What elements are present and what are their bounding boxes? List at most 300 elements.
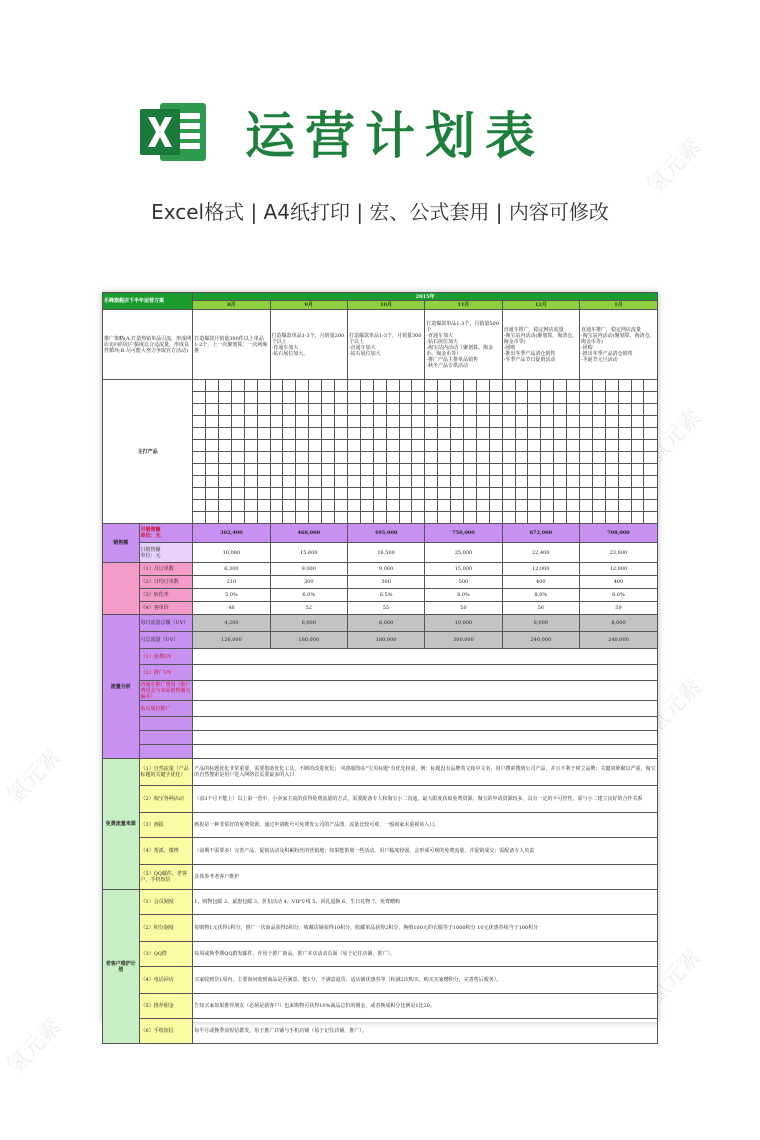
metric-value: 12,000 — [579, 563, 657, 576]
product-cell — [244, 380, 257, 392]
monthly-uv-value: 180,000 — [347, 632, 424, 649]
product-cell — [592, 404, 605, 416]
product-cell — [541, 416, 554, 428]
product-cell — [476, 476, 489, 488]
product-cell — [463, 512, 476, 524]
product-cell — [206, 452, 219, 464]
product-cell — [592, 428, 605, 440]
product-cell — [528, 512, 541, 524]
metric-value: 210 — [193, 576, 270, 589]
product-cell — [206, 416, 219, 428]
product-cell — [567, 392, 580, 404]
crm-item-label: （2）积分制度 — [139, 915, 193, 942]
product-cell — [605, 392, 618, 404]
product-cell — [257, 392, 270, 404]
product-cell — [231, 428, 244, 440]
product-cell — [270, 392, 283, 404]
product-cell — [322, 416, 335, 428]
product-cell — [579, 452, 592, 464]
sales-target-value: 495,000 — [347, 524, 424, 543]
product-cell — [206, 500, 219, 512]
product-cell — [193, 404, 206, 416]
month-header: 12月 — [502, 301, 579, 310]
product-cell — [631, 512, 644, 524]
product-cell — [618, 500, 631, 512]
crm-item-text: 每半月或换季前短信群发，用于推广店铺与手机店铺（易于记住店铺，推广）。 — [193, 1019, 658, 1044]
product-cell — [335, 476, 348, 488]
product-cell — [489, 452, 502, 464]
product-cell — [322, 512, 335, 524]
sales-daily-value: 23,600 — [579, 543, 657, 563]
product-cell — [347, 392, 360, 404]
product-cell — [193, 416, 206, 428]
product-cell — [386, 428, 399, 440]
product-cell — [476, 500, 489, 512]
product-cell — [360, 500, 373, 512]
product-cell — [257, 464, 270, 476]
product-cell — [335, 440, 348, 452]
sales-daily-value: 25,000 — [425, 543, 502, 563]
product-cell — [463, 428, 476, 440]
product-cell — [244, 392, 257, 404]
empty-cell — [193, 649, 658, 665]
product-cell — [283, 464, 296, 476]
main-product-grid — [103, 380, 658, 524]
product-cell — [270, 428, 283, 440]
product-cell — [554, 380, 567, 392]
product-cell — [399, 512, 412, 524]
product-cell — [502, 512, 515, 524]
product-cell — [335, 392, 348, 404]
product-cell — [360, 428, 373, 440]
product-cell — [502, 488, 515, 500]
product-cell — [528, 440, 541, 452]
sales-daily-value: 22,400 — [502, 543, 579, 563]
product-cell — [270, 380, 283, 392]
product-cell — [502, 416, 515, 428]
product-cell — [592, 392, 605, 404]
product-cell — [360, 452, 373, 464]
product-cell — [515, 380, 528, 392]
product-cell — [425, 512, 438, 524]
free-source-label: （4）帮派，微博 — [139, 838, 193, 865]
traffic-item: 直通车推广费用（推广费用会与实际销售额有偏差） — [139, 681, 193, 701]
product-cell — [554, 392, 567, 404]
product-cell — [502, 452, 515, 464]
sales-target-label: 月销售额 单位：元 — [139, 524, 193, 543]
product-cell — [451, 404, 464, 416]
product-cell — [257, 440, 270, 452]
traffic-item: （2）推广UV — [139, 665, 193, 681]
product-cell — [605, 428, 618, 440]
product-cell — [257, 380, 270, 392]
product-cell — [360, 488, 373, 500]
product-cell — [489, 416, 502, 428]
product-cell — [206, 464, 219, 476]
product-cell — [631, 476, 644, 488]
product-cell — [322, 500, 335, 512]
product-cell — [554, 500, 567, 512]
product-cell — [451, 452, 464, 464]
product-cell — [502, 476, 515, 488]
metric-value: 9,000 — [270, 563, 347, 576]
metrics-rows — [103, 563, 658, 615]
product-cell — [296, 392, 309, 404]
product-cell — [567, 476, 580, 488]
product-cell — [451, 440, 464, 452]
product-cell — [438, 440, 451, 452]
product-cell — [579, 404, 592, 416]
product-cell — [283, 380, 296, 392]
product-cell — [270, 416, 283, 428]
metric-value: 15,000 — [425, 563, 502, 576]
empty-cell — [193, 665, 658, 681]
product-cell — [231, 416, 244, 428]
product-cell — [489, 500, 502, 512]
product-cell — [219, 392, 232, 404]
product-cell — [631, 404, 644, 416]
product-cell — [425, 464, 438, 476]
excel-logo-icon — [138, 95, 212, 169]
product-cell — [618, 440, 631, 452]
monthly-uv-value: 126,000 — [193, 632, 270, 649]
product-cell — [309, 404, 322, 416]
product-cell — [463, 464, 476, 476]
empty-cell — [193, 731, 658, 745]
product-cell — [644, 428, 658, 440]
product-cell — [554, 452, 567, 464]
metric-value: 59 — [579, 602, 657, 615]
crm-item-label: （6）手机短信 — [139, 1019, 193, 1044]
product-cell — [347, 488, 360, 500]
product-cell — [554, 488, 567, 500]
product-cell — [592, 464, 605, 476]
product-cell — [373, 500, 386, 512]
product-cell — [373, 392, 386, 404]
monthly-uv-value: 180,000 — [270, 632, 347, 649]
daily-uv-value: 10,000 — [425, 615, 502, 632]
metric-value: 400 — [502, 576, 579, 589]
product-cell — [438, 416, 451, 428]
product-cell — [219, 440, 232, 452]
product-cell — [528, 488, 541, 500]
product-cell — [425, 500, 438, 512]
product-cell — [335, 464, 348, 476]
product-cell — [541, 392, 554, 404]
product-cell — [541, 476, 554, 488]
metric-label: （3）转化率 — [139, 589, 193, 602]
product-cell — [618, 428, 631, 440]
metric-value: 6,300 — [193, 563, 270, 576]
product-cell — [399, 500, 412, 512]
crm-item-label: （1）会员制度 — [139, 890, 193, 915]
product-cell — [257, 404, 270, 416]
product-cell — [347, 452, 360, 464]
sales-label: 销售额 — [103, 524, 140, 563]
product-cell — [579, 380, 592, 392]
product-cell — [438, 380, 451, 392]
product-cell — [476, 452, 489, 464]
product-cell — [579, 428, 592, 440]
product-cell — [283, 404, 296, 416]
watermark: 氢元素 — [2, 1014, 67, 1080]
product-cell — [244, 452, 257, 464]
product-cell — [309, 416, 322, 428]
product-cell — [554, 404, 567, 416]
metric-value: 300 — [347, 576, 424, 589]
product-cell — [347, 380, 360, 392]
product-cell — [347, 500, 360, 512]
product-cell — [528, 416, 541, 428]
product-cell — [386, 392, 399, 404]
product-cell — [451, 488, 464, 500]
crm-item-label: （4）电话回访 — [139, 967, 193, 994]
product-cell — [567, 452, 580, 464]
product-cell — [244, 488, 257, 500]
spreadsheet-preview — [102, 292, 658, 1034]
product-cell — [541, 452, 554, 464]
product-cell — [347, 464, 360, 476]
crm-item-label: （5）推荐佣金 — [139, 994, 193, 1019]
product-cell — [322, 488, 335, 500]
metric-value: 9,000 — [347, 563, 424, 576]
product-cell — [412, 488, 425, 500]
product-cell — [399, 428, 412, 440]
product-cell — [193, 464, 206, 476]
product-cell — [463, 476, 476, 488]
free-source-label: （5）QQ邮件、老客户，手机短信 — [139, 865, 193, 890]
product-cell — [347, 440, 360, 452]
metric-label: （4）客单价 — [139, 602, 193, 615]
product-cell — [412, 392, 425, 404]
product-cell — [644, 440, 658, 452]
product-cell — [644, 404, 658, 416]
product-cell — [631, 392, 644, 404]
product-cell — [631, 428, 644, 440]
free-traffic-label: 免费流量来源 — [103, 759, 140, 890]
product-cell — [567, 464, 580, 476]
product-cell — [412, 476, 425, 488]
product-cell — [463, 416, 476, 428]
product-cell — [489, 476, 502, 488]
product-cell — [322, 392, 335, 404]
sales-target-value: 302,400 — [193, 524, 270, 543]
product-cell — [631, 500, 644, 512]
product-cell — [270, 476, 283, 488]
product-cell — [489, 392, 502, 404]
product-cell — [283, 452, 296, 464]
product-cell — [270, 512, 283, 524]
product-cell — [631, 464, 644, 476]
metric-value: 52 — [270, 602, 347, 615]
watermark: 氢元素 — [2, 744, 67, 810]
crm-item-text: 每购物1元获得1积分，推广一次商品获得5积分，收藏店铺获得10积分，收藏单品获得2积分，换购100元的衣服等于1000积分 10元优惠券相当于100积分 — [193, 915, 658, 942]
product-cell — [618, 392, 631, 404]
daily-uv-value: 8,000 — [579, 615, 657, 632]
empty-cell — [193, 681, 658, 701]
free-source-label: （3）画报 — [139, 813, 193, 838]
product-cell — [347, 512, 360, 524]
product-cell — [283, 440, 296, 452]
product-cell — [476, 512, 489, 524]
product-cell — [618, 416, 631, 428]
product-cell — [476, 404, 489, 416]
product-cell — [219, 488, 232, 500]
product-cell — [502, 464, 515, 476]
strategy-cell: 直通车推广，稳定网店流量 -淘宝站内活动(聚划算、淘清仓、淘金币等) -团购 -推出冬季产品清仓销售 -冬季产品节日促销活动 — [502, 310, 579, 380]
month-header: 1月 — [579, 301, 657, 310]
product-cell — [270, 488, 283, 500]
product-cell — [386, 452, 399, 464]
strategy-cell: 打造爆款单品1-3个，月销量200个以上 -直通车加大 -钻石展位加大。 — [270, 310, 347, 380]
product-cell — [463, 380, 476, 392]
product-cell — [193, 392, 206, 404]
product-cell — [605, 476, 618, 488]
product-cell — [206, 428, 219, 440]
product-cell — [592, 500, 605, 512]
product-cell — [567, 416, 580, 428]
metric-label: （1）月订单数 — [139, 563, 193, 576]
product-cell — [631, 488, 644, 500]
monthly-uv-value: 300,000 — [425, 632, 502, 649]
metric-value: 8.0% — [425, 589, 502, 602]
product-cell — [554, 464, 567, 476]
product-cell — [283, 512, 296, 524]
product-cell — [476, 392, 489, 404]
strategy-cell: 直通车推广，稳定网店流量 -淘宝站内活动(聚划算、淘清仓、淘金币等) -团购 -推出冬季产品清仓销售 -圣诞节元旦活动 — [579, 310, 657, 380]
product-cell — [541, 428, 554, 440]
crm-item-text: 1、购物包邮 2、最惠包邮 3、折扣活动 4、VIP专线 5、回礼退换 6、生日礼物 7、免费赠购 — [193, 890, 658, 915]
product-cell — [438, 392, 451, 404]
product-cell — [412, 500, 425, 512]
product-cell — [515, 440, 528, 452]
product-cell — [425, 488, 438, 500]
product-cell — [335, 404, 348, 416]
product-cell — [528, 452, 541, 464]
product-cell — [631, 452, 644, 464]
product-cell — [412, 464, 425, 476]
product-cell — [554, 416, 567, 428]
product-cell — [618, 488, 631, 500]
metrics-group — [103, 563, 140, 615]
crm-item-text: 买家收到货1周内，主要询问收到商品是否满意、能1分，不满意退货，适店铺优惠券等（积满2次购买，购买买家赠积分，完善售后服务）。 — [193, 967, 658, 994]
product-cell — [425, 404, 438, 416]
sales-target-value: 672,000 — [502, 524, 579, 543]
empty-cell — [193, 745, 658, 759]
product-cell — [231, 380, 244, 392]
empty-cell — [193, 701, 658, 717]
product-cell — [270, 452, 283, 464]
traffic-item: 钻石展位推广 — [139, 701, 193, 717]
product-cell — [451, 428, 464, 440]
product-cell — [386, 512, 399, 524]
product-cell — [270, 500, 283, 512]
product-cell — [231, 512, 244, 524]
product-cell — [438, 404, 451, 416]
product-cell — [515, 452, 528, 464]
product-cell — [296, 416, 309, 428]
product-cell — [412, 452, 425, 464]
product-cell — [592, 452, 605, 464]
product-cell — [335, 416, 348, 428]
product-cell — [244, 416, 257, 428]
product-cell — [579, 488, 592, 500]
product-cell — [463, 488, 476, 500]
product-cell — [592, 476, 605, 488]
metric-value: 56 — [502, 602, 579, 615]
product-cell — [438, 452, 451, 464]
metric-label: （2）日均订单数 — [139, 576, 193, 589]
product-cell — [618, 464, 631, 476]
product-cell — [528, 476, 541, 488]
product-cell — [322, 404, 335, 416]
product-cell — [244, 440, 257, 452]
product-cell — [360, 464, 373, 476]
product-cell — [592, 380, 605, 392]
product-cell — [476, 416, 489, 428]
product-cell — [386, 500, 399, 512]
product-cell — [605, 512, 618, 524]
product-cell — [309, 440, 322, 452]
sales-daily-value: 10,080 — [193, 543, 270, 563]
product-cell — [644, 452, 658, 464]
product-cell — [231, 488, 244, 500]
product-cell — [360, 416, 373, 428]
product-cell — [399, 392, 412, 404]
product-cell — [425, 476, 438, 488]
product-cell — [579, 416, 592, 428]
crm-item-text: 每周或换季期QQ群发邮件，作用于推广新品，推广本店活动页面（易于记住店铺，推广）。 — [193, 942, 658, 967]
product-cell — [528, 428, 541, 440]
product-cell — [451, 416, 464, 428]
product-cell — [296, 476, 309, 488]
product-cell — [206, 380, 219, 392]
product-cell — [296, 404, 309, 416]
product-cell — [425, 416, 438, 428]
daily-uv-value: 6,000 — [270, 615, 347, 632]
metric-value: 6.5% — [347, 589, 424, 602]
product-cell — [592, 512, 605, 524]
product-cell — [309, 452, 322, 464]
product-cell — [257, 452, 270, 464]
month-header: 8月 — [193, 301, 270, 310]
product-cell — [322, 440, 335, 452]
product-cell — [193, 380, 206, 392]
product-cell — [463, 440, 476, 452]
product-cell — [399, 476, 412, 488]
product-cell — [476, 464, 489, 476]
free-traffic-rows — [103, 759, 658, 890]
product-cell — [463, 404, 476, 416]
product-cell — [412, 512, 425, 524]
product-cell — [515, 500, 528, 512]
product-cell — [605, 488, 618, 500]
product-cell — [231, 464, 244, 476]
daily-uv-label: 每日流量总额（UV） — [139, 615, 193, 632]
product-cell — [270, 440, 283, 452]
product-cell — [605, 464, 618, 476]
product-cell — [360, 512, 373, 524]
product-cell — [515, 416, 528, 428]
strategy-cell: 打造爆款月销量300件以上单品1-2个，上一次聚划算，一次两淘推 — [193, 310, 270, 380]
product-cell — [425, 380, 438, 392]
product-cell — [257, 488, 270, 500]
product-cell — [541, 404, 554, 416]
empty-cell — [139, 745, 193, 759]
product-cell — [322, 428, 335, 440]
product-cell — [515, 404, 528, 416]
free-source-label: （1）自然流量（产品标题的关键字优化） — [139, 759, 193, 786]
